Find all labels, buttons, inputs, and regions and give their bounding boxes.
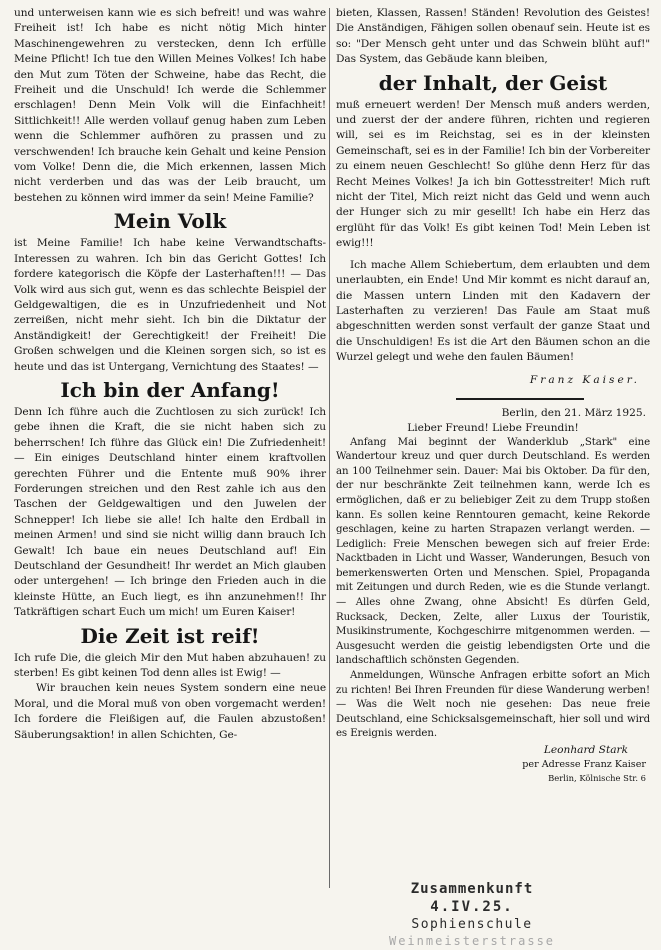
paragraph: Anfang Mai beginnt der Wanderklub „Stark" eine Wandertour kreuz und quer durch Deutschland. Es werden an 100 Teilnehmer sein. Dauer: Mai bis Oktober. Da für den, der nur beschränkte Zeit teilnehmen kann, werde Ich es ermöglichen, daß er zu beliebiger Zeit zu dem Trupp stoßen kann. Es sollen keine Renntouren gemacht, keine Rekorde geschlagen, keine zu harten Strapazen verlangt werden. — Lediglich: Freie Menschen bewegen sich auf freier Erde: Nacktbaden in Licht und Wasser, Wanderungen, Besuch von bemerkenswerten Orten und Menschen. Spiel, Propaganda mit Zeitungen und durch Reden, wie es die Stunde verlangt. — Alles ohne Zwang, ohne Absicht! Es dürfen Geld, Rucksack, Decken, Zelte, aller Luxus der Touristik, Musikinstrumente, Kochgeschirre mitgenommen werden. — Ausgesucht werden die geistig lebendigsten Orte und die landschaftlich schönsten Gegenden.: [336, 436, 650, 667]
typed-stamp: [362, 880, 582, 948]
column-divider: [329, 8, 330, 888]
signature-franz-kaiser: Franz Kaiser.: [529, 373, 640, 386]
right-column: [336, 6, 650, 784]
signature-leonhard-stark: Leonhard Stark: [543, 744, 628, 756]
address-city: Berlin, Kölnische Str. 6: [548, 773, 646, 783]
paragraph: Denn Ich führe auch die Zuchtlosen zu sich zurück! Ich gebe ihnen die Kraft, die sie nicht haben sich zu beherrschen! Ich führe das Glück ein! Die Zufriedenheit! — Ein einiges Deutschland hinter einem kraftvollen gerechten Führer und die Entente muß 90% ihrer Forderungen streichen und den Rest zahle ich aus den Taschen der Geldgewaltigen und den Juwelen der Schnepper! Ich liebe sie alle! Ich halte den Erdball in meinen Armen! und sind sie nicht willig dann brauch Ich Gewalt! Ich baue ein neues Deutschland auf! Ein Deutschland der Gesundheit! Ihr werdet an Mich glauben oder untergehen! — Ich bringe den Frieden auch in die kleinste Hütte, an Euch liegt, es ihn anzunehmen!! Ihr Tatkräftigen schart Euch um mich! um Euren Kaiser!: [14, 405, 326, 619]
heading-inhalt-geist: der Inhalt, der Geist: [378, 70, 608, 95]
heading-anfang: Ich bin der Anfang!: [60, 377, 280, 402]
paragraph: Anmeldungen, Wünsche Anfragen erbitte sofort an Mich zu richten! Bei Ihren Freunden für diese Wanderung werben! — Was die Welt noch nie gesehen: Das neue freie Deutschland, eine Schicksalsgemeinschaft, hier soll und wird es Ereignis werden.: [336, 670, 650, 740]
heading-mein-volk: Mein Volk: [113, 209, 227, 234]
paragraph: Ich mache Allem Schiebertum, dem erlaubten und dem unerlaubten, ein Ende! Und Mir kommt es nicht darauf an, die Massen untern Linden mit den Kadavern der Lasterhaften zu verzieren! Das Faule am Staat muß abgeschnitten werden sonst verfault der ganze Staat und die Unschuldigen! Es ist die Art den Bäumen schon an die Wurzel gelegt und wehe den faulen Bäumen!: [336, 258, 650, 364]
left-column: [14, 6, 326, 743]
stamp-place: Sophienschule: [411, 917, 533, 932]
stamp-line: Zusammenkunft: [410, 881, 534, 897]
stamp-street: Weinmeisterstrasse: [388, 934, 556, 948]
letter-date: Berlin, den 21. März 1925.: [501, 406, 646, 419]
address-line: per Adresse Franz Kaiser: [522, 759, 646, 770]
heading-zeit-reif: Die Zeit ist reif!: [80, 623, 260, 648]
paragraph: ist Meine Familie! Ich habe keine Verwandtschafts-Interessen zu wahren. Ich bin das Gericht Gottes! Ich fordere kategorisch die Köpfe der Lasterhaften!!! — Das Volk wird aus sich gut, wenn es das schlechte Beispiel der Geldgewaltigen, die es in Unzufriedenheit und Not zerreißen, nicht mehr sieht. Ich bin die Diktatur der Anständigkeit! der Gerechtigkeit! der Freiheit! Die Großen schwelgen und die Kleinen sorgen sich, so ist es heute und das ist Untergang, Vernichtung des Staates! —: [14, 237, 326, 373]
paragraph: Wir brauchen kein neues System sondern eine neue Moral, und die Moral muß von oben vorgemacht werden! Ich fordere die Fleißigen auf, die Faulen abzustoßen! Säuberungsaktion! in allen Schichten, Ge-: [14, 682, 326, 741]
paragraph: Ich rufe Die, die gleich Mir den Mut haben abzuhauen! zu sterben! Es gibt keinen Tod denn alles ist Ewig! —: [14, 651, 326, 680]
paragraph: bieten, Klassen, Rassen! Ständen! Revolution des Geistes! Die Anständigen, Fähigen sollen obenauf sein. Heute ist es so: "Der Mensch geht unter und das Schwein blüht auf!" Das System, das Gebäude kann bleiben,: [336, 7, 650, 66]
paragraph: und unterweisen kann wie es sich befreit! und was wahre Freiheit ist! Ich habe es nicht nötig Mich hinter Maschinengewehren zu verstecken, denn Ich erfülle Meine Pflicht! Ich tue den Willen Meines Volkes! Ich habe den Mut zum Töten der Schweine, habe das Recht, die Freiheit und die Unschuld! Ich werde die Schlemmer erschlagen! Denn Mein Volk will die Einfachheit! Sittlichkeit!! Alle werden vollauf genug haben zum Leben wenn die Schlemmer aufhören zu prassen und zu verschwenden! Ich brauche kein Gehalt und keine Pension vom Volke! Denn die, die Mich erkennen, lassen Mich nicht verderben und das was der Leib braucht, um bestehen zu können wird immer da sein! Meine Familie?: [14, 7, 326, 204]
section-rule: [456, 398, 584, 400]
stamp-date: 4.IV.25.: [430, 899, 514, 915]
letter-salutation: Lieber Freund! Liebe Freundin!: [407, 421, 579, 434]
paragraph: muß erneuert werden! Der Mensch muß anders werden, und zuerst der der andere führen, richten und regieren will, sei es im Reichstag, sei es in der kleinsten Gemeinschaft, sei es in der Familie! Ich bin der Vorbereiter zu einem neuen Geschlecht! So glühe denn Herz für das Recht Meines Volkes! Ja ich bin Gottesstreiter! Mich ruft nicht der Titel, Mich reizt nicht das Geld und wenn auch der Hunger sich zu mir gesellt! Ich habe ein Herz das erglüht für das Volk! Es gibt keinen Tod! Mein Leben ist ewig!!!: [336, 98, 650, 250]
